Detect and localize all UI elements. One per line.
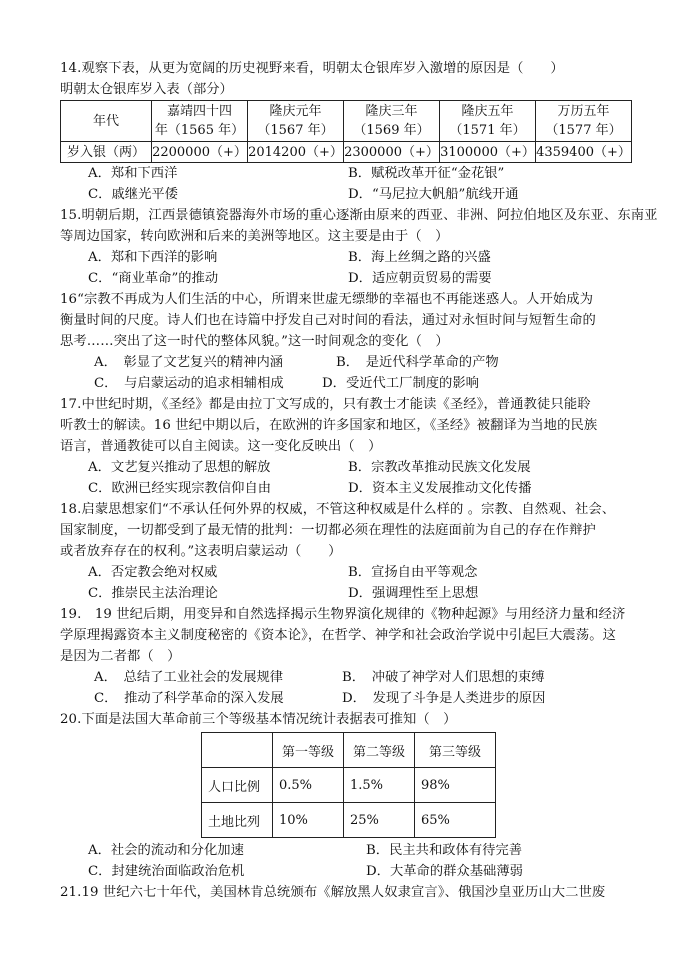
question-16-line: 衡量时间的尺度。诗人们也在诗篇中抒发自己对时间的看法，通过对永恒时间与短暂生命的 bbox=[60, 313, 596, 328]
option-a[interactable]: A．郑和下西洋 bbox=[88, 166, 178, 181]
table-year-cell: 隆庆五年 （1571 年） bbox=[440, 101, 536, 142]
table-header-cell: 第二等级 bbox=[344, 733, 415, 768]
question-14-revenue-table bbox=[60, 100, 632, 163]
option-b[interactable]: B． 是近代科学革命的产物 bbox=[336, 355, 499, 370]
question-18-line: 或者放弃存在的权利。”这表明启蒙运动（ ） bbox=[60, 544, 342, 559]
option-row bbox=[60, 352, 632, 373]
option-d[interactable]: D． 发现了斗争是人类进步的原因 bbox=[342, 691, 546, 706]
question-17-line: 17.中世纪时期，《圣经》都是由拉丁文写成的，只有教士才能读《圣经》，普通教徒只能聆 bbox=[60, 397, 591, 412]
option-c[interactable]: C． 推动了科学革命的深入发展 bbox=[94, 691, 284, 706]
table-row-label: 岁入银（两） bbox=[61, 142, 152, 163]
question-17-line: 听教士的解读。16 世纪中期以后，在欧洲的许多国家和地区，《圣经》被翻译为当地的民族 bbox=[60, 418, 598, 433]
option-row bbox=[60, 373, 632, 394]
option-row bbox=[60, 184, 632, 205]
table-year-cell: 嘉靖四十四 年（1565 年） bbox=[152, 101, 248, 142]
option-a[interactable]: A．文艺复兴推动了思想的解放 bbox=[88, 460, 271, 475]
table-value-cell: 2014200（+） bbox=[248, 142, 344, 163]
table-year-cell: 万历五年 （1577 年） bbox=[536, 101, 632, 142]
table-value-cell: 0.5% bbox=[273, 768, 344, 803]
question-19-line: 19. 19 世纪后期，用变异和自然选择揭示生物界演化规律的《物种起源》与用经济力量和经济 bbox=[60, 607, 626, 622]
option-d[interactable]: D．受近代工厂制度的影响 bbox=[322, 376, 479, 391]
table-value-cell: 25% bbox=[344, 803, 415, 838]
option-c[interactable]: C．欧洲已经实现宗教信仰自由 bbox=[88, 481, 272, 496]
option-c[interactable]: C．封建统治面临政治危机 bbox=[88, 864, 245, 879]
question-15-line: 等周边国家，转向欧洲和后来的美洲等地区。这主要是由于（ ） bbox=[60, 229, 449, 244]
option-row bbox=[60, 478, 632, 499]
option-row bbox=[60, 562, 632, 583]
table-value-cell: 10% bbox=[273, 803, 344, 838]
option-row bbox=[60, 247, 632, 268]
option-b[interactable]: B．海上丝绸之路的兴盛 bbox=[348, 250, 491, 265]
table-row-label: 土地比列 bbox=[202, 803, 273, 838]
question-19-line: 学原理揭露资本主义制度秘密的《资本论》，在哲学、神学和社会政治学说中引起巨大震荡。这 bbox=[60, 628, 617, 643]
option-b[interactable]: B．宗教改革推动民族文化发展 bbox=[348, 460, 531, 475]
table-value-cell: 65% bbox=[415, 803, 496, 838]
option-row bbox=[60, 457, 632, 478]
option-row bbox=[60, 840, 632, 861]
table-row-label: 人口比例 bbox=[202, 768, 273, 803]
table-value-cell: 4359400（+） bbox=[536, 142, 632, 163]
table-corner-cell bbox=[202, 733, 273, 768]
option-d[interactable]: D．“马尼拉大帆船”航线开通 bbox=[348, 187, 519, 202]
table-value-cell: 2300000（+） bbox=[344, 142, 440, 163]
option-row bbox=[60, 583, 632, 604]
option-d[interactable]: D．资本主义发展推动文化传播 bbox=[348, 481, 532, 496]
option-a[interactable]: A． 总结了工业社会的发展规律 bbox=[94, 670, 284, 685]
question-17-line: 语言，普通教徒可以自主阅读。这一变化反映出（ ） bbox=[60, 439, 382, 454]
question-14-stem: 14.观察下表，从更为宽阔的历史视野来看，明朝太仓银库岁入激增的原因是（ ） bbox=[60, 61, 564, 76]
table-year-cell: 隆庆元年 （1567 年） bbox=[248, 101, 344, 142]
option-c[interactable]: C．戚继光平倭 bbox=[88, 187, 178, 202]
question-18-line: 国家制度，一切都受到了最无情的批判：一切都必须在理性的法庭面前为自己的存在作辩护 bbox=[60, 523, 596, 538]
option-a[interactable]: A．社会的流动和分化加速 bbox=[88, 843, 244, 858]
table-header-cell: 第三等级 bbox=[415, 733, 496, 768]
option-b[interactable]: B．民主共和政体有待完善 bbox=[366, 843, 523, 858]
option-d[interactable]: D．适应朝贡贸易的需要 bbox=[348, 271, 492, 286]
option-c[interactable]: C． 与启蒙运动的追求相辅相成 bbox=[94, 376, 284, 391]
question-19-line: 是因为二者都（ ） bbox=[60, 649, 181, 664]
table-value-cell: 3100000（+） bbox=[440, 142, 536, 163]
option-c[interactable]: C．推崇民主法治理论 bbox=[88, 586, 218, 601]
option-b[interactable]: B．赋税改革开征“金花银” bbox=[348, 166, 505, 181]
option-d[interactable]: D．大革命的群众基础薄弱 bbox=[366, 864, 523, 879]
exam-page bbox=[60, 58, 658, 903]
question-18-line: 18.启蒙思想家们“不承认任何外界的权威，不管这种权威是什么样的 。宗教、自然观、社会、 bbox=[60, 502, 616, 517]
option-row bbox=[60, 861, 632, 882]
option-b[interactable]: B． 冲破了神学对人们思想的束缚 bbox=[342, 670, 545, 685]
option-row bbox=[60, 688, 632, 709]
question-16-line: 16“宗教不再成为人们生活的中心，所谓来世虚无缥缈的幸福也不再能迷惑人。人开始成为 bbox=[60, 292, 594, 307]
option-row bbox=[60, 163, 632, 184]
option-d[interactable]: D．强调理性至上思想 bbox=[348, 586, 479, 601]
option-c[interactable]: C．“商业革命”的推动 bbox=[88, 271, 219, 286]
question-15-line: 15.明朝后期，江西景德镇瓷器海外市场的重心逐渐由原来的西亚、非洲、阿拉伯地区及东亚、东南亚 bbox=[60, 208, 658, 223]
question-16-line: 思考……突出了这一时代的整体风貌。”这一时间观念的变化（ ） bbox=[60, 334, 449, 349]
question-21-stem: 21.19 世纪六七十年代，美国林肯总统颁布《解放黑人奴隶宣言》、俄国沙皇亚历山大二世废 bbox=[60, 885, 606, 900]
option-row bbox=[60, 268, 632, 289]
table-year-cell: 隆庆三年 （1569 年） bbox=[344, 101, 440, 142]
table-value-cell: 98% bbox=[415, 768, 496, 803]
question-14-table-caption: 明朝太仓银库岁入表（部分） bbox=[60, 82, 233, 97]
option-a[interactable]: A．郑和下西洋的影响 bbox=[88, 250, 218, 265]
table-value-cell: 1.5% bbox=[344, 768, 415, 803]
option-a[interactable]: A． 彰显了文艺复兴的精神内涵 bbox=[94, 355, 284, 370]
table-value-cell: 2200000（+） bbox=[152, 142, 248, 163]
option-b[interactable]: B．宣扬自由平等观念 bbox=[348, 565, 478, 580]
table-head-label: 年代 bbox=[61, 101, 152, 142]
option-a[interactable]: A．否定教会绝对权威 bbox=[88, 565, 218, 580]
option-row bbox=[60, 667, 632, 688]
question-20-estates-table bbox=[201, 732, 496, 838]
table-header-cell: 第一等级 bbox=[273, 733, 344, 768]
question-20-stem: 20.下面是法国大革命前三个等级基本情况统计表据表可推知（ ） bbox=[60, 712, 457, 727]
